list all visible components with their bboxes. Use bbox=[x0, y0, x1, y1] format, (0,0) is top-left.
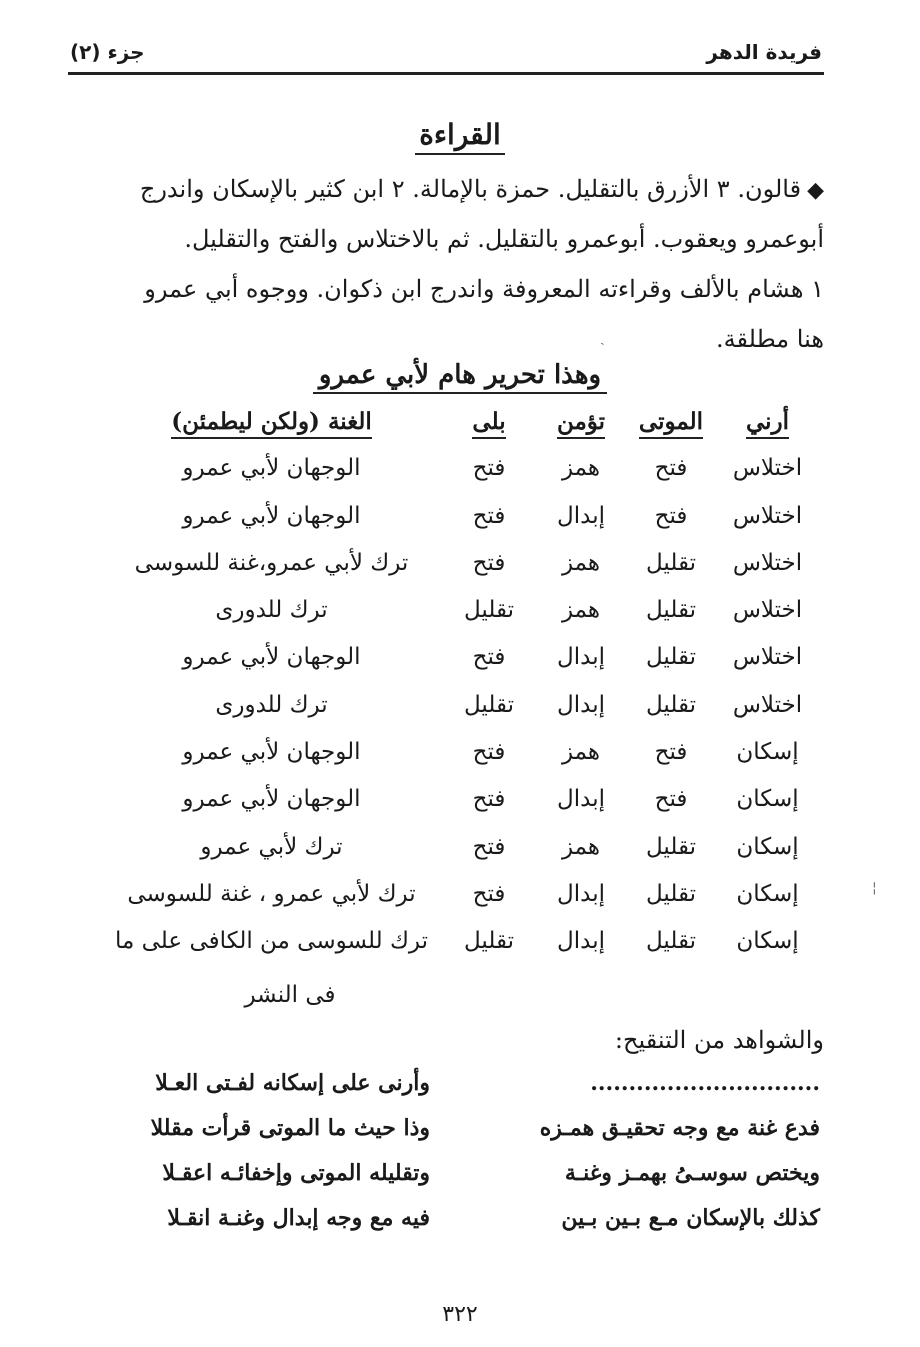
header-rule bbox=[68, 72, 824, 75]
table-row: اختلاس فتح همز فتح الوجهان لأبي عمرو bbox=[182, 455, 803, 482]
diamond-bullet-icon: ◆ bbox=[807, 178, 824, 203]
verse-first-hemistich: ويختص سوسـىُ بهمـز وغنـة bbox=[564, 1160, 820, 1186]
page-number: ٣٢٢ bbox=[442, 1302, 478, 1327]
table-row: إسكان تقليل همز فتح ترك لأبي عمرو bbox=[200, 833, 799, 860]
paragraph-line: هنا مطلقة. bbox=[716, 325, 824, 353]
verse-line bbox=[100, 1070, 820, 1115]
scan-speck: ˏ bbox=[600, 330, 605, 346]
header-mawta: الموتى bbox=[627, 408, 715, 435]
header-tumin: تؤمن bbox=[535, 408, 627, 435]
tahrir-table bbox=[100, 408, 820, 976]
verse-line bbox=[100, 1115, 820, 1160]
header-arini: أرني bbox=[715, 408, 820, 435]
running-header bbox=[70, 40, 822, 72]
verse-second-hemistich: وأرنى على إسكانه لفـتى العـلا bbox=[155, 1070, 430, 1096]
table-title: وهذا تحرير هام لأبي عمرو bbox=[0, 360, 920, 390]
verse-line bbox=[100, 1205, 820, 1250]
header-bala: بلى bbox=[443, 408, 535, 435]
table-row: إسكان تقليل إبدال فتح ترك لأبي عمرو ، غنة للسوسى bbox=[127, 880, 799, 907]
verse-second-hemistich: فيه مع وجه إبدال وغنـة انقـلا bbox=[167, 1205, 430, 1231]
poem-verses bbox=[100, 1070, 820, 1250]
shawahid-label: والشواهد من التنقيح: bbox=[614, 1026, 824, 1054]
verse-second-hemistich: وذا حيث ما الموتى قرأت مقللا bbox=[150, 1115, 430, 1141]
reading-paragraph bbox=[72, 164, 824, 364]
part-label: جزء (٢) bbox=[70, 40, 145, 64]
paragraph-line: ١ هشام بالألف وقراءته المعروفة واندرج ابن ذكوان. ووجوه أبي عمرو bbox=[144, 275, 824, 303]
table-header-row bbox=[100, 408, 820, 455]
paragraph-line: ◆قالون. ٣ الأزرق بالتقليل. حمزة بالإمالة. ٢ ابن كثير بالإسكان واندرج bbox=[139, 175, 824, 203]
verse-second-hemistich: وتقليله الموتى وإخفائـه اعقـلا bbox=[162, 1160, 430, 1186]
table-row: اختلاس فتح إبدال فتح الوجهان لأبي عمرو bbox=[182, 502, 803, 529]
table-row: إسكان تقليل إبدال تقليل ترك للسوسى من الكافى على ما bbox=[114, 928, 799, 955]
table-continuation: فى النشر bbox=[244, 982, 336, 1008]
scan-speck: ¦ bbox=[872, 880, 877, 896]
table-row: إسكان فتح إبدال فتح الوجهان لأبي عمرو bbox=[182, 786, 799, 813]
verse-first-hemistich: كذلك بالإسكان مـع بـين بـين bbox=[561, 1205, 820, 1231]
verse-first-hemistich: .............................. bbox=[590, 1070, 820, 1096]
table-row: إسكان فتح همز فتح الوجهان لأبي عمرو bbox=[182, 739, 799, 766]
paragraph-line: أبوعمرو ويعقوب. أبوعمرو بالتقليل. ثم بالاختلاس والفتح والتقليل. bbox=[184, 225, 824, 253]
verse-first-hemistich: فدع غنة مع وجه تحقيـق همـزه bbox=[539, 1115, 820, 1141]
book-title: فريدة الدهر bbox=[706, 40, 822, 64]
section-title: القراءة bbox=[0, 118, 920, 151]
table-row: اختلاس تقليل إبدال تقليل ترك للدورى bbox=[215, 691, 803, 718]
table-row: اختلاس تقليل همز فتح ترك لأبي عمرو،غنة للسوسى bbox=[134, 549, 803, 576]
verse-line bbox=[100, 1160, 820, 1205]
table-row: اختلاس تقليل إبدال فتح الوجهان لأبي عمرو bbox=[182, 644, 803, 671]
header-ghunna: الغنة (ولكن ليطمئن) bbox=[100, 408, 443, 435]
table-row: اختلاس تقليل همز تقليل ترك للدورى bbox=[215, 597, 803, 624]
